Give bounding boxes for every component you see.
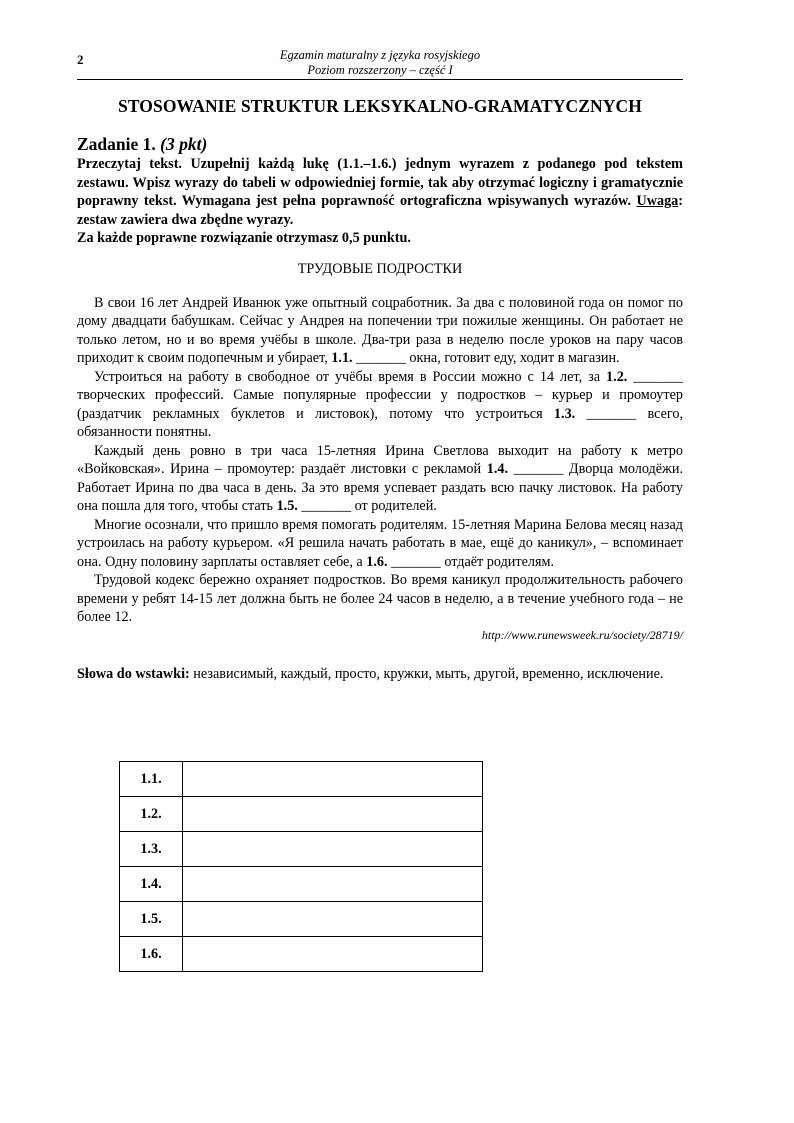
gap-label: 1.5. — [276, 498, 298, 514]
reading-text — [77, 294, 683, 627]
task-label: Zadanie 1. — [77, 134, 156, 154]
answer-label: 1.1. — [120, 762, 183, 797]
page-number: 2 — [77, 52, 84, 67]
answer-table — [119, 761, 483, 972]
section-title: STOSOWANIE STRUKTUR LEKSYKALNO-GRAMATYCZNYCH — [118, 96, 642, 116]
table-row — [120, 902, 483, 937]
task-instruction — [77, 155, 683, 229]
header-rule — [77, 79, 683, 80]
table-row — [120, 867, 483, 902]
word-bank — [77, 665, 683, 684]
answer-label: 1.4. — [120, 867, 183, 902]
answer-cell-1-4[interactable] — [183, 867, 483, 902]
exam-page — [77, 0, 683, 683]
instruction-note-label: Uwaga — [636, 193, 679, 209]
instruction-text: Przeczytaj tekst. Uzupełnij każdą lukę (1.1.–1.6.) jednym wyrazem z podanego pod tekstem zestawu. Wpisz wyrazy do tabeli w odpowiedniej formie, tak aby otrzymać logiczny i gramatycznie poprawny tekst. Wymagana jest pełna poprawność ortograficzna wpisywanych wyrazów. — [77, 156, 683, 209]
answer-label: 1.3. — [120, 832, 183, 867]
paragraph-3: Каждый день ровно в три часа 15-летняя Ирина Светлова выходит на работу к метро «Войковская». Ирина – промоутер: раздаёт листовки с рекламой 1.4. _______ Дворца молодёжи. Работает Ирина по два часа в день. За это время успевает раздать всю пачку листовок. На работу она пошла для того, чтобы стать 1.5. _______ от родителей. — [77, 442, 683, 514]
gap-label: 1.1. — [331, 350, 353, 366]
header-line-1: Egzamin maturalny z języka rosyjskiego — [279, 48, 481, 62]
text-title: ТРУДОВЫЕ ПОДРОСТКИ — [297, 260, 463, 277]
gap-blank: _______ — [356, 350, 406, 366]
word-bank-label: Słowa do wstawki: — [77, 665, 190, 682]
paragraph-2: Устроиться на работу в свободное от учёбы время в России можно с 14 лет, за 1.2. _______ творческих профессий. Самые популярные профессии у подростков – курьер и промоутер (раздатчик рекламных буклетов и листовок), потому что устроиться 1.3. _______ всего, обязанности понятны. — [77, 368, 683, 440]
header-title — [77, 48, 683, 78]
task-points: (3 pkt) — [160, 134, 208, 154]
instruction-scoring: Za każde poprawne rozwiązanie otrzymasz 0,5 punktu. — [77, 230, 411, 246]
page-header — [77, 0, 683, 80]
source-citation: http://www.runewsweek.ru/society/28719/ — [481, 627, 683, 642]
gap-blank: _______ — [633, 368, 683, 385]
answer-label: 1.5. — [120, 902, 183, 937]
answer-label: 1.2. — [120, 797, 183, 832]
table-row — [120, 797, 483, 832]
gap-blank: _______ — [301, 498, 352, 514]
paragraph-5: Трудовой кодекс бережно охраняет подростков. Во время каникул продолжительность рабочего времени у ребят 14-15 лет должна быть не более 24 часов в неделю, а в течение учебного года – не более 12. — [77, 572, 683, 625]
gap-blank: _______ — [586, 405, 637, 422]
task-heading — [77, 134, 683, 155]
gap-blank: _______ — [513, 461, 564, 477]
gap-blank: _______ — [391, 553, 441, 570]
paragraph-1: В свои 16 лет Андрей Иванюк уже опытный соцработник. За два с половиной года он помог по дому двадцати бабушкам. Сейчас у Андрея на попечении три пожилые женщины. Он работает не только летом, но и во время учёбы в школе. Два-три раза в неделю после уроков на пару часов приходит к своим подопечным и убирает, 1.1. _______ окна, готовит еду, ходит в магазин. — [77, 294, 683, 366]
gap-label: 1.2. — [606, 368, 628, 385]
answer-cell-1-3[interactable] — [183, 832, 483, 867]
answer-cell-1-5[interactable] — [183, 902, 483, 937]
table-row — [120, 832, 483, 867]
answer-cell-1-6[interactable] — [183, 937, 483, 972]
gap-label: 1.4. — [486, 461, 509, 477]
gap-label: 1.3. — [553, 405, 576, 422]
gap-label: 1.6. — [366, 553, 388, 570]
answer-cell-1-2[interactable] — [183, 797, 483, 832]
table-row — [120, 937, 483, 972]
paragraph-4: Многие осознали, что пришло время помогать родителям. 15-летняя Марина Белова месяц назад устроилась на работу курьером. «Я решила начать работать в мае, ещё до каникул», – вспоминает она. Одну половину зарплаты оставляет себе, а 1.6. _______ отдаёт родителям. — [77, 516, 683, 570]
header-line-2: Poziom rozszerzony – część I — [307, 63, 453, 77]
answer-cell-1-1[interactable] — [183, 762, 483, 797]
table-row — [120, 762, 483, 797]
instruction-note: : zestaw zawiera dwa zbędne wyrazy. — [77, 193, 683, 228]
answer-label: 1.6. — [120, 937, 183, 972]
word-bank-list: независимый, каждый, просто, кружки, мыть, другой, временно, исключение. — [189, 665, 664, 682]
